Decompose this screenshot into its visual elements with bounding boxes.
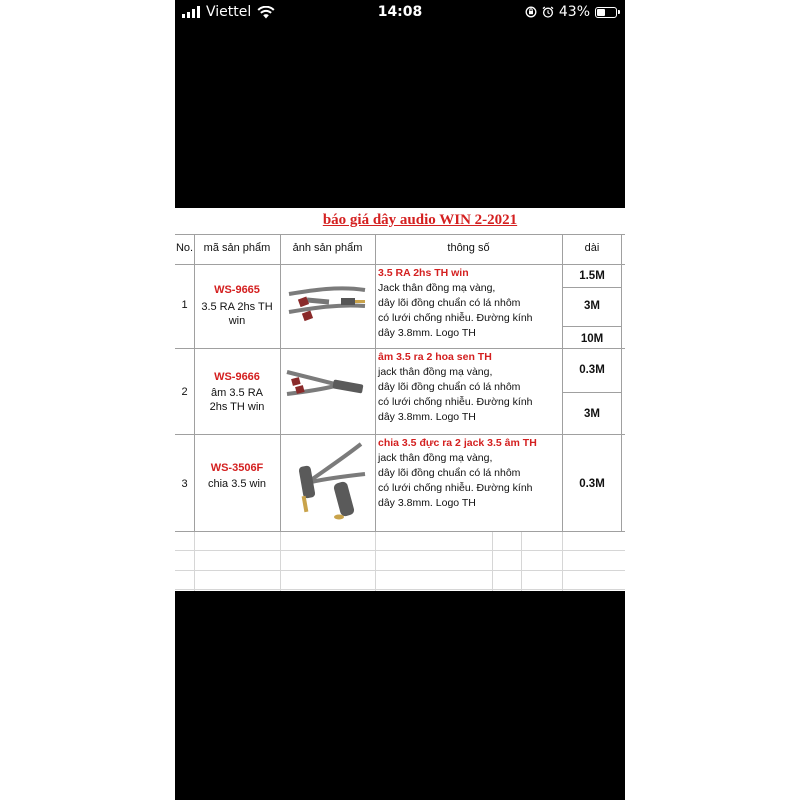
- row-no: 3: [181, 478, 188, 490]
- alarm-icon: [542, 6, 554, 18]
- sheet-title: báo giá dây audio WIN 2-2021: [322, 212, 518, 228]
- clock: 14:08: [377, 4, 423, 20]
- status-bar: [175, 0, 625, 26]
- battery-icon: [595, 7, 617, 18]
- header-spec: thông số: [447, 242, 490, 254]
- spec-line: dây 3.8mm. Logo TH: [378, 411, 476, 423]
- spec-line: dây lõi đồng chuẩn có lá nhôm: [378, 381, 521, 393]
- spreadsheet-image: [175, 208, 625, 591]
- product-code: WS-9666: [214, 371, 260, 383]
- spec-line: dây lõi đồng chuẩn có lá nhôm: [378, 297, 521, 309]
- spec-line: jack thân đồng mạ vàng,: [378, 452, 493, 464]
- spec-line: dây lõi đồng chuẩn có lá nhôm: [378, 467, 521, 479]
- spec-text: [375, 350, 562, 425]
- spec-line: có lưới chống nhiễu. Đường kính: [378, 312, 533, 324]
- product-code: WS-9665: [214, 284, 260, 296]
- spec-line: Jack thân đồng mạ vàng,: [378, 282, 496, 294]
- header-length: dài: [584, 242, 600, 254]
- product-image-rca-cable: [283, 268, 371, 344]
- row-no: 1: [181, 299, 188, 311]
- length-value: 3M: [584, 408, 600, 420]
- spec-line: dây 3.8mm. Logo TH: [378, 497, 476, 509]
- battery-percent: 43%: [558, 4, 590, 20]
- spec-text: [375, 266, 562, 341]
- price-table: [175, 234, 625, 591]
- spec-heading: 3.5 RA 2hs TH win: [378, 267, 469, 279]
- length-value: 0.3M: [579, 364, 605, 376]
- length-value: 3M: [584, 300, 600, 312]
- rotation-lock-icon: [525, 6, 537, 18]
- product-code: WS-3506F: [210, 462, 264, 474]
- length-value: 0.3M: [579, 478, 605, 490]
- header-image: ảnh sản phẩm: [292, 242, 363, 254]
- spec-line: có lưới chống nhiễu. Đường kính: [378, 396, 533, 408]
- spec-line: có lưới chống nhiễu. Đường kính: [378, 482, 533, 494]
- spec-text: [375, 436, 562, 511]
- product-desc: chia 3.5 win: [207, 478, 267, 490]
- spec-line: dây 3.8mm. Logo TH: [378, 327, 476, 339]
- header-code: mã sản phẩm: [203, 242, 271, 254]
- product-image-splitter-cable: [283, 438, 371, 528]
- length-value: 1.5M: [579, 270, 605, 282]
- product-desc: 3.5 RA 2hs TH win: [201, 301, 273, 327]
- spec-heading: chia 3.5 đực ra 2 jack 3.5 âm TH: [378, 437, 537, 449]
- length-value: 10M: [580, 333, 604, 345]
- product-image-female-rca-cable: [283, 352, 371, 430]
- spec-line: jack thân đồng mạ vàng,: [378, 366, 493, 378]
- row-no: 2: [181, 386, 188, 398]
- spec-heading: âm 3.5 ra 2 hoa sen TH: [378, 351, 492, 363]
- header-no: No.: [175, 242, 194, 254]
- product-desc: âm 3.5 RA 2hs TH win: [209, 387, 265, 413]
- carrier-name: Viettel: [206, 4, 252, 20]
